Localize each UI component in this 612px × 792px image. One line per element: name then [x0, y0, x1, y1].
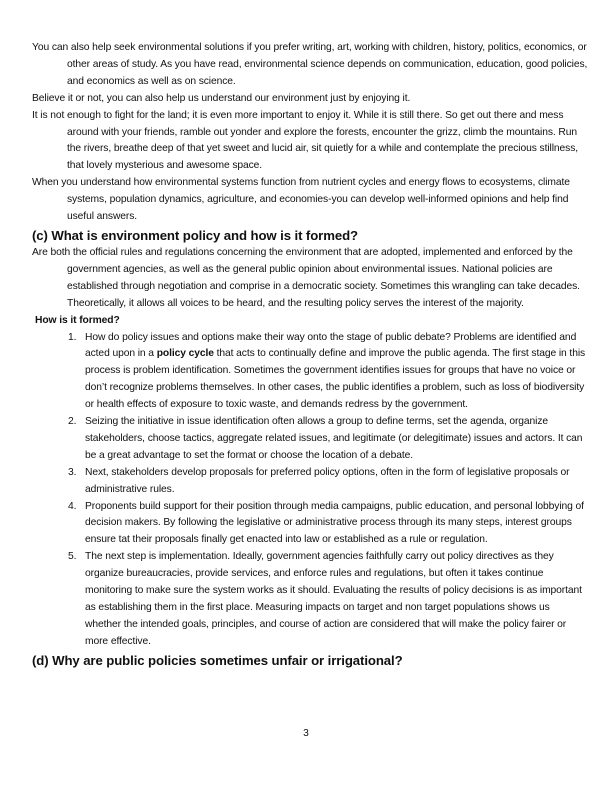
step-text: Seizing the initiative in issue identification often allows a group to define terms, set the agenda, organize stakeholders, choose tactics, aggregate related issues, and legitimate (or delegitimate) issues and actors. It can be a great advantage to set the format or choose the location of a debate.	[85, 416, 583, 461]
section-c-heading: (c) What is environment policy and how is it formed?	[32, 227, 358, 243]
intro-paragraph-fight-for-land: It is not enough to fight for the land; it is even more important to enjoy it. While it is still there. So get out there and mess around with your friends, ramble out yonder and explore the forests, encounter the grizz, climb the mountains. Run the rivers, breathe deep of that yet sweet and lucid air, sit quietly for a while and contemplate the precious stillness, that lovely mysterious and awesome space.	[32, 109, 579, 172]
intro-paragraph-solutions: You can also help seek environmental solutions if you prefer writing, art, working with children, history, politics, economics, or other areas of study. As you have read, environmental science depends on communication, education, good policies, and economics as well as on science.	[32, 42, 588, 87]
step-text-after: that acts to continually define and improve the public agenda. The first stage in this process is problem identification. Sometimes the government identifies issues for groups that have no voice or don’t recognize problems themselves. In other cases, the public identifies a problem, such as loss of biodiversity or health effects of exposure to toxic waste, and demands redress by the government.	[85, 348, 586, 411]
step-number: 1.	[68, 331, 77, 343]
step-text-before: How do policy issues and options make their way onto the stage of public debate? Problems are identified and acted upon in a	[85, 331, 577, 360]
step-number: 5.	[68, 551, 77, 563]
policy-step-4	[32, 499, 588, 550]
document-page	[32, 40, 588, 670]
policy-cycle-term: policy cycle	[156, 348, 214, 360]
policy-definition: Are both the official rules and regulations concerning the environment that are adopted, implemented and enforced by the government agencies, as well as the general public opinion about environmental issues. National policies are established through negotiation and comprise in a democratic society. Sometimes this wrangling can take decades. Theoretically, it allows all voices to be heard, and the resulting policy serves the interest of the majority.	[32, 246, 580, 309]
policy-step-1	[32, 330, 588, 415]
policy-steps-list	[32, 330, 588, 651]
step-text: The next step is implementation. Ideally, government agencies faithfully carry out policy directives as they organize bureaucracies, provide services, and enforce rules and regulations, but often it takes continue monitoring to make sure the system works as it should. Evaluating the results of policy decisions is as important as establishing them in the first place. Measuring impacts on target and non target populations shows us whether the intended goals, principles, and course of action are considered that will make the policy fairer or more effective.	[85, 551, 582, 647]
section-d-heading: (d) Why are public policies sometimes unfair or irrigational?	[32, 652, 403, 668]
intro-paragraph-enjoy: Believe it or not, you can also help us understand our environment just by enjoying it.	[32, 92, 411, 104]
step-text: Proponents build support for their position through media campaigns, public education, and personal lobbying of decision makers. By following the legislative or administrative process through its many steps, interest groups ensure tat their proposals finally get enacted into law or established as a rule or regulation.	[85, 500, 584, 546]
step-text: Next, stakeholders develop proposals for preferred policy options, often in the form of legislative proposals or administrative rules.	[85, 466, 570, 495]
policy-step-5	[32, 549, 588, 650]
how-formed-subheading: How is it formed?	[35, 314, 120, 326]
intro-paragraph-understanding: When you understand how environmental systems function from nutrient cycles and energy flows to ecosystems, climate systems, population dynamics, agriculture, and economies-you can develop well-informed opinions and help find useful answers.	[32, 177, 570, 223]
step-number: 3.	[68, 466, 77, 478]
step-number: 2.	[68, 416, 77, 428]
page-number: 3	[303, 728, 309, 739]
step-number: 4.	[68, 500, 77, 512]
policy-step-2	[32, 414, 588, 465]
policy-step-3	[32, 465, 588, 499]
